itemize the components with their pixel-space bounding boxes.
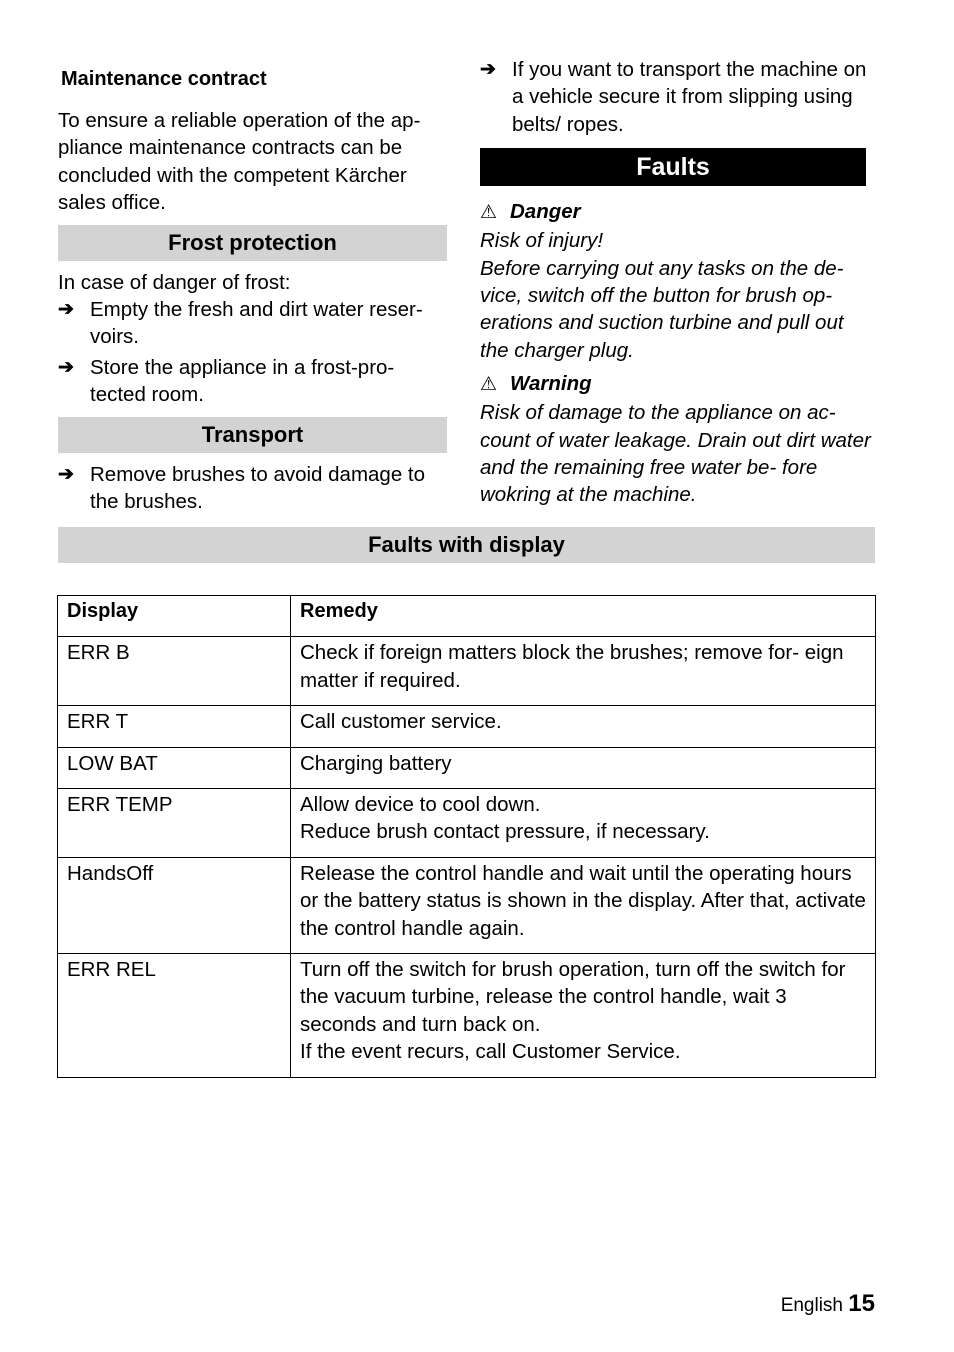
list-item: ➔ If you want to transport the machine on a vehicle secure it from slipping using belts/ ropes. [480, 58, 867, 136]
danger-line: Risk of injury! [480, 229, 604, 253]
danger-text: Before carrying out any tasks on the de- vice, switch off the button for brush op- erations and suction turbine and pull out the charger plug. [480, 256, 844, 362]
warning-text: Risk of damage to the appliance on ac- count of water leakage. Drain out dirt water and the remaining free water be- fore wokring at the machine. [480, 401, 871, 507]
frost-protection-heading: Frost protection [58, 225, 447, 261]
table-row [58, 789, 876, 858]
left-column [58, 60, 454, 523]
remedy-cell: Release the control handle and wait until the operating hours or the battery status is shown in the display. After that, activate the control handle again. [291, 857, 876, 953]
remedy-cell: Charging battery [291, 747, 876, 788]
footer-language: English [780, 1295, 844, 1316]
display-cell: ERR B [58, 637, 291, 706]
list-item: ➔ Remove brushes to avoid damage to the brushes. [58, 462, 426, 514]
danger-heading: ⚠ Danger [480, 198, 876, 227]
transport-list [58, 461, 454, 516]
table-row [58, 857, 876, 953]
transport-list-continued [480, 56, 876, 138]
arrow-right-icon: ➔ [58, 299, 74, 321]
faults-with-display-heading: Faults with display [58, 527, 875, 563]
table-header-row [58, 596, 876, 637]
column-header-remedy: Remedy [291, 596, 876, 637]
display-cell: LOW BAT [58, 747, 291, 788]
display-cell: HandsOff [58, 857, 291, 953]
table-row [58, 637, 876, 706]
warning-heading: ⚠ Warning [480, 370, 876, 399]
table-row [58, 706, 876, 747]
faults-heading: Faults [480, 148, 866, 186]
warning-triangle-icon: ⚠ [480, 202, 498, 224]
display-cell: ERR REL [58, 954, 291, 1078]
page-number: 15 [848, 1290, 875, 1317]
remedy-cell: Call customer service. [291, 706, 876, 747]
transport-heading: Transport [58, 417, 447, 453]
arrow-right-icon: ➔ [480, 59, 496, 80]
faults-table [57, 595, 876, 1078]
display-cell: ERR TEMP [58, 789, 291, 858]
remedy-cell: Check if foreign matters block the brushes; remove for- eign matter if required. [291, 637, 876, 706]
arrow-right-icon: ➔ [58, 356, 74, 378]
list-item: ➔ Empty the fresh and dirt water reser- voirs. [58, 298, 423, 349]
warning-triangle-icon: ⚠ [480, 374, 498, 396]
maintenance-heading: Maintenance contract [61, 68, 267, 90]
frost-list [58, 296, 454, 409]
table-row [58, 954, 876, 1078]
page-footer [781, 1290, 875, 1318]
table-row [58, 747, 876, 788]
right-column [480, 56, 876, 509]
list-item: ➔ Store the appliance in a frost-pro- tected room. [58, 355, 395, 407]
remedy-cell: Allow device to cool down. Reduce brush contact pressure, if necessary. [291, 789, 876, 858]
frost-intro: In case of danger of frost: [58, 270, 291, 294]
display-cell: ERR T [58, 706, 291, 747]
column-header-display: Display [58, 596, 291, 637]
remedy-cell: Turn off the switch for brush operation, turn off the switch for the vacuum turbine, release the control handle, wait 3 seconds and turn back on. If the event recurs, call Customer Service. [291, 954, 876, 1078]
maintenance-text: To ensure a reliable operation of the ap- pliance maintenance contracts can be concluded with the competent Kärcher sales office. [58, 109, 421, 215]
arrow-right-icon: ➔ [58, 463, 74, 485]
